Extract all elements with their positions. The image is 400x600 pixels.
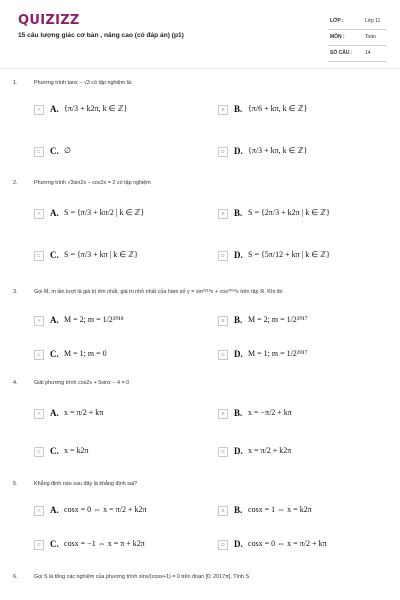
option-label: B.: [234, 505, 243, 515]
option-value: {π/6 + kπ, k ∈ ℤ}: [248, 104, 308, 113]
meta-label: SỐ CÂU :: [330, 50, 353, 56]
quizizz-logo: QUIZIZZ: [18, 13, 80, 28]
option-box[interactable]: C: [34, 147, 44, 157]
option-label: C.: [50, 250, 59, 260]
option-label: D.: [234, 349, 243, 359]
question-stem: Khẳng định nào sau đây là khẳng định sai?: [34, 481, 138, 487]
meta-label: LỚP :: [330, 18, 344, 24]
option-value: M = 1; m = 1/2²⁰¹⁷: [248, 349, 308, 358]
option-box[interactable]: B: [218, 209, 228, 219]
option-label: A.: [50, 408, 59, 418]
question-number: 2.: [13, 180, 18, 186]
meta-row-grade: [328, 14, 386, 30]
meta-value: Lớp 11: [365, 18, 381, 24]
option-box[interactable]: C: [34, 350, 44, 360]
option-value: S = {π/3 + kπ | k ∈ ℤ}: [64, 250, 138, 259]
option-label: D.: [234, 446, 243, 456]
option-value: x = k2π: [64, 446, 89, 455]
option-label: A.: [50, 315, 59, 325]
option-value: x = π/2 + k2π: [248, 446, 292, 455]
document-header: [0, 0, 400, 62]
meta-label: MÔN :: [330, 34, 345, 40]
option-box[interactable]: A: [34, 209, 44, 219]
option-box[interactable]: A: [34, 105, 44, 115]
option-box[interactable]: B: [218, 506, 228, 516]
option-box[interactable]: A: [34, 409, 44, 419]
question-number: 4.: [13, 380, 18, 386]
question-number: 3.: [13, 289, 18, 295]
option-label: B.: [234, 408, 243, 418]
option-value: S = {π/3 + kπ/2 | k ∈ ℤ}: [64, 208, 145, 217]
meta-value: Toán: [365, 34, 376, 40]
option-box[interactable]: D: [218, 540, 228, 550]
option-value: S = {2π/3 + k2π | k ∈ ℤ}: [248, 208, 330, 217]
option-label: C.: [50, 146, 59, 156]
option-value: {π/3 + k2π, k ∈ ℤ}: [64, 104, 128, 113]
option-label: C.: [50, 539, 59, 549]
option-value: x = −π/2 + kπ: [248, 408, 292, 417]
option-label: D.: [234, 539, 243, 549]
header-divider: [0, 68, 400, 69]
question-stem: Giải phương trình cos2x + 5sinx − 4 = 0: [34, 380, 130, 386]
option-box[interactable]: D: [218, 447, 228, 457]
option-label: A.: [50, 505, 59, 515]
option-label: B.: [234, 208, 243, 218]
question-number: 6.: [13, 574, 18, 580]
option-value: cosx = 1 ⇔ x = k2π: [248, 505, 312, 514]
option-label: C.: [50, 349, 59, 359]
meta-value: 14: [365, 50, 371, 56]
option-box[interactable]: B: [218, 409, 228, 419]
question-stem: Gọi M, m lần lượt là giá trị lớn nhất, giá trị nhỏ nhất của hàm số y = sin²⁰¹⁸x + cos²⁰¹⁸x trên tập ℝ. Khi đó: [34, 289, 283, 295]
option-box[interactable]: C: [34, 251, 44, 261]
option-label: D.: [234, 250, 243, 260]
option-value: S = {5π/12 + kπ | k ∈ ℤ}: [248, 250, 330, 259]
option-label: B.: [234, 315, 243, 325]
option-value: cosx = 0 ⇔ x = π/2 + k2π: [64, 505, 147, 514]
option-value: cosx = −1 ⇔ x = π + k2π: [64, 539, 145, 548]
option-value: M = 2; m = 1/2²⁰¹⁸: [64, 315, 124, 324]
question-number: 1.: [13, 80, 18, 86]
meta-row-count: [328, 46, 386, 62]
option-box[interactable]: B: [218, 316, 228, 326]
option-box[interactable]: D: [218, 350, 228, 360]
option-box[interactable]: D: [218, 251, 228, 261]
question-stem: Phương trình √3sin2x − cos2x = 2 có tập nghiệm: [34, 180, 151, 186]
option-box[interactable]: C: [34, 540, 44, 550]
option-box[interactable]: A: [34, 316, 44, 326]
option-label: C.: [50, 446, 59, 456]
option-label: A.: [50, 208, 59, 218]
question-stem: Phương trình tanx − √3 có tập nghiệm là:: [34, 80, 133, 86]
option-label: B.: [234, 104, 243, 114]
option-box[interactable]: D: [218, 147, 228, 157]
option-value: M = 2; m = 1/2²⁰¹⁷: [248, 315, 308, 324]
option-box[interactable]: B: [218, 105, 228, 115]
option-value: ∅: [64, 146, 71, 155]
option-label: D.: [234, 146, 243, 156]
option-label: A.: [50, 104, 59, 114]
option-value: M = 1; m = 0: [64, 349, 107, 358]
question-number: 5.: [13, 481, 18, 487]
document-title: 15 câu lượng giác cơ bản , nâng cao (có đáp án) (p1): [18, 32, 184, 39]
option-box[interactable]: A: [34, 506, 44, 516]
option-box[interactable]: C: [34, 447, 44, 457]
meta-row-subject: [328, 30, 386, 46]
option-value: {π/3 + kπ, k ∈ ℤ}: [248, 146, 308, 155]
option-value: x = π/2 + kπ: [64, 408, 104, 417]
question-stem: Gọi S là tổng các nghiệm của phương trình sinx/(cosx+1) = 0 trên đoạn [0; 2017π]. Tính S: [34, 574, 250, 580]
option-value: cosx = 0 ⇔ x = π/2 + kπ: [248, 539, 327, 548]
meta-table: [328, 14, 386, 62]
